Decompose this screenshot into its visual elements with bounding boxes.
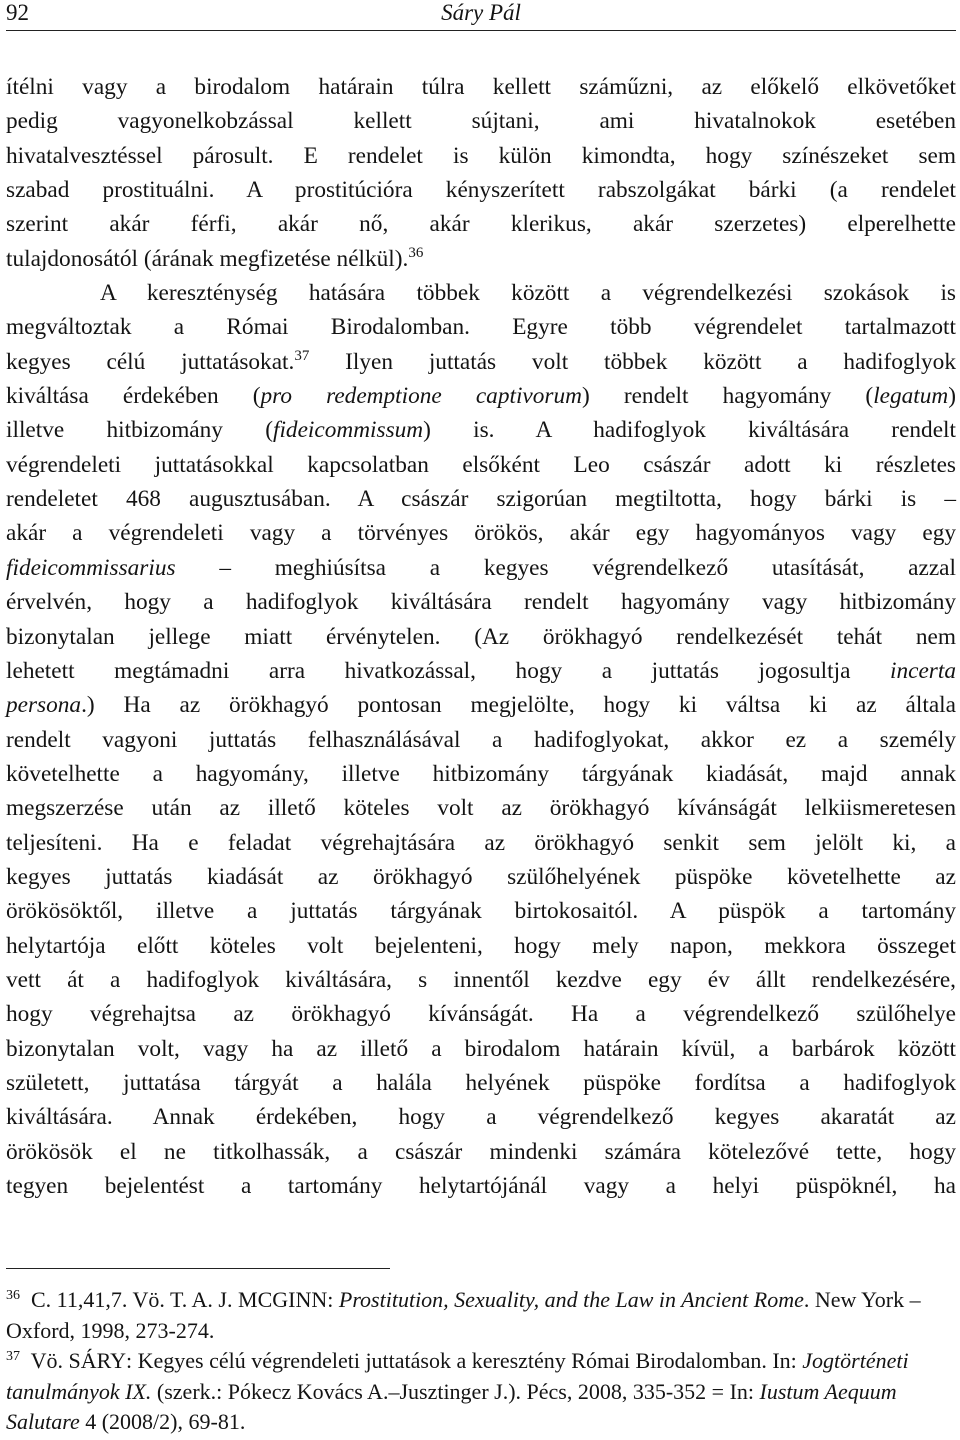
- text-line: rendeletet 468 augusztusában. A császár szigorúan megtiltotta, hogy bárki is –: [6, 486, 956, 513]
- text-line: megváltoztak a Római Birodalomban. Egyre több végrendelet tartalmazott: [6, 314, 956, 341]
- text-line: persona.) Ha az örökhagyó pontosan megjelölte, hogy ki váltsa ki az általa: [6, 692, 956, 719]
- running-head-author: Sáry Pál: [441, 0, 521, 25]
- text-line: szerint akár férfi, akár nő, akár klerikus, akár szerzetes) elperelhette: [6, 211, 956, 238]
- text-line: hivatalvesztéssel párosult. E rendelet is külön kimondta, hogy színészeket sem: [6, 142, 956, 169]
- text-line: fideicommissarius – meghiúsítsa a kegyes végrendelkező utasítását, azzal: [6, 554, 956, 581]
- text-line: szabad prostituálni. A prostitúcióra kényszerített rabszolgákat bárki (a rendelet: [6, 177, 956, 204]
- text-line: megszerzése után az illető köteles volt az örökhagyó kívánságát lelkiismeretesen: [6, 795, 956, 822]
- footnote-separator: [6, 1268, 390, 1269]
- text-line: született, juttatása tárgyát a halála helyének püspöke fordítsa a hadifoglyok: [6, 1069, 956, 1096]
- text-line: örökösöktől, illetve a juttatás tárgyának birtokosaitól. A püspök a tartomány: [6, 898, 956, 925]
- running-header: [6, 0, 956, 31]
- footnote-ref-37[interactable]: 37: [294, 347, 310, 364]
- text-line: örökösök el ne titkolhassák, a császár mindenki számára kötelezővé tette, hogy: [6, 1138, 956, 1165]
- text-line: kegyes célú juttatásokat.$^{37}$ Ilyen juttatás volt többek között a hadifoglyok: [6, 347, 956, 375]
- text-line: tegyen bejelentést a tartomány helytartójánál vagy a helyi püspöknél, ha: [6, 1173, 956, 1199]
- footnotes: [6, 1285, 956, 1438]
- text-line: kiváltása érdekében (pro redemptione captivorum) rendelt hagyomány (legatum): [6, 383, 957, 410]
- text-line: követelhette a hagyomány, illetve hitbizomány tárgyának kiadását, majd annak: [6, 760, 956, 787]
- text-line: hogy végrehajtsa az örökhagyó kívánságát. Ha a végrendelkező szülőhelye: [6, 1001, 956, 1028]
- text-line: teljesíteni. Ha e feladat végrehajtására az örökhagyó senkit sem jelölt ki, a: [6, 829, 956, 856]
- main-text: [6, 70, 956, 1203]
- footnote-37: $^{37}$ Vö. SÁRY: Kegyes célú végrendeleti juttatások a keresztény Római Birodalomban. In: Jogtörténeti tanulmányok IX. (szerk.: Pókecz Kovács A.–Jusztinger J.). Pécs, 2008, 335-352 = In: Iustum Aequum Salutare 4 (2008/2), 69-81.: [6, 1348, 909, 1434]
- footnote-ref-36[interactable]: 36: [408, 244, 424, 261]
- text-line: helytartója előtt köteles volt bejelenteni, hogy mely napon, mekkora összeget: [6, 932, 956, 959]
- text-line: kiváltására. Annak érdekében, hogy a végrendelkező kegyes akaratát az: [6, 1104, 956, 1131]
- text-line: bizonytalan jellege miatt érvénytelen. (Az örökhagyó rendelkezését tehát nem: [6, 623, 956, 650]
- text-line: ítélni vagy a birodalom határain túlra kellett száműzni, az előkelő elkövetőket: [6, 74, 956, 100]
- text-line: tulajdonosától (árának megfizetése nélkül).$^{36}$: [6, 244, 424, 272]
- footnote-number: 36: [6, 1288, 20, 1303]
- text-line: végrendeleti juttatásokkal kapcsolatban elsőként Leo császár adott ki részletes: [6, 451, 956, 478]
- text-line: pedig vagyonelkobzással kellett sújtani, ami hivatalnokok esetében: [6, 108, 956, 135]
- document-page: [6, 0, 956, 1440]
- text-line: bizonytalan volt, vagy ha az illető a birodalom határain kívül, a barbárok között: [6, 1035, 956, 1062]
- text-line: vett át a hadifoglyok kiváltására, s innentől kezdve egy év állt rendelkezésére,: [6, 966, 956, 993]
- text-line: kegyes juttatás kiadását az örökhagyó szülőhelyének püspöke követelhette az: [6, 863, 956, 890]
- text-line: rendelt vagyoni juttatás felhasználásával a hadifoglyokat, akkor ez a személy: [6, 726, 956, 753]
- paragraph-start: A kereszténység hatására többek között a végrendelkezési szokások is: [100, 280, 956, 307]
- text-line: akár a végrendeleti vagy a törvényes örökös, akár egy hagyományos vagy egy: [6, 520, 956, 547]
- page-number: 92: [6, 0, 29, 25]
- footnote-number: 37: [6, 1349, 20, 1364]
- text-line: lehetett megtámadni arra hivatkozással, hogy a juttatás jogosultja incerta: [6, 657, 956, 684]
- text-line: illetve hitbizomány (fideicommissum) is. A hadifoglyok kiváltására rendelt: [6, 417, 956, 444]
- text-line: érvelvén, hogy a hadifoglyok kiváltására rendelt hagyomány vagy hitbizomány: [6, 589, 956, 616]
- footnote-36: $^{36}$ C. 11,41,7. Vö. T. A. J. MCGINN: Prostitution, Sexuality, and the Law in Ancient Rome. New York – Oxford, 1998, 273-274.: [6, 1287, 921, 1343]
